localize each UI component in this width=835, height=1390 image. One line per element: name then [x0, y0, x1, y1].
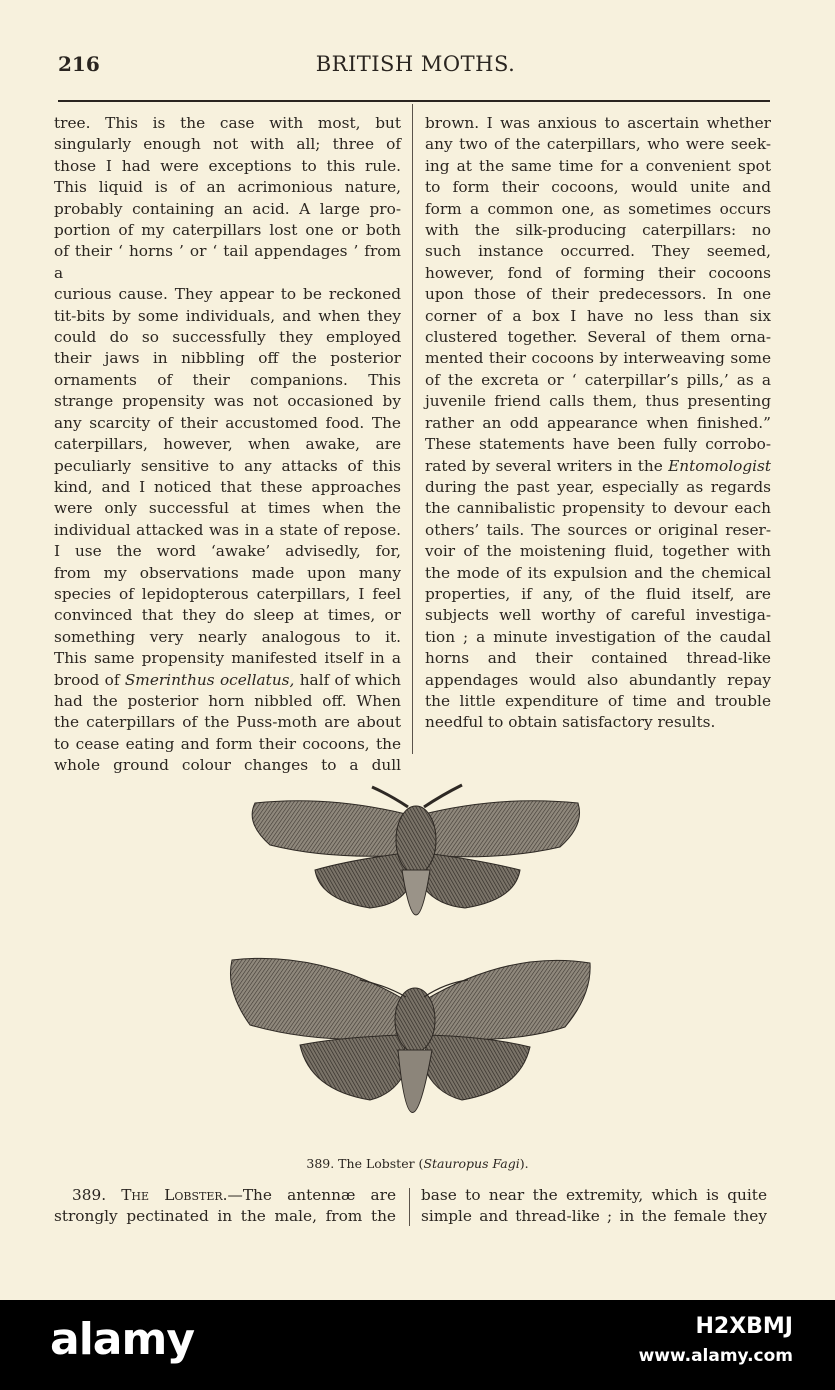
text-line: rather an odd appearance when finished.” [425, 413, 771, 432]
section-first-line: 389. The Lobster.—The antennæ are [54, 1185, 396, 1206]
text-line: any scarcity of their accustomed food. The [54, 413, 401, 432]
text-line: simple and thread-like ; in the female they [421, 1207, 767, 1226]
text-line: corner of a box I have no less than six [425, 306, 771, 325]
text-line: their jaws in nibbling off the posterior [54, 349, 401, 368]
text-line: the caterpillars of the Puss-moth are about [54, 713, 401, 732]
female-moth-drawing [230, 958, 590, 1112]
text-line: strongly pectinated in the male, from the [54, 1207, 396, 1226]
text-line: horns and their contained thread-like [425, 649, 771, 668]
text-line: however, fond of forming their cocoons [425, 263, 771, 282]
text-line: peculiarly sensitive to any attacks of this [54, 456, 401, 475]
text-line: the little expenditure of time and trouble [425, 691, 771, 710]
text-line: to cease eating and form their cocoons, the [54, 734, 401, 753]
text-line: caterpillars, however, when awake, are [54, 435, 401, 454]
text-line: I use the word ‘awake’ advisedly, for, [54, 542, 401, 561]
column-divider [409, 1188, 410, 1226]
text-line: individual attacked was in a state of repose. [54, 520, 401, 539]
text-line: clustered together. Several of them orna- [425, 328, 771, 347]
text-line: rated by several writers in the Entomologist [425, 456, 771, 475]
text-line: tion ; a minute investigation of the caudal [425, 627, 771, 646]
text-line: with the silk-producing caterpillars: no [425, 221, 771, 240]
text-line: could do so successfully they employed [54, 328, 401, 347]
text-line: had the posterior horn nibbled off. When [54, 691, 401, 710]
watermark-url: www.alamy.com [638, 1346, 793, 1366]
text-line: ing at the same time for a convenient spot [425, 156, 771, 175]
text-line: This liquid is of an acrimonious nature, [54, 178, 401, 197]
text-line: were only successful at times when the [54, 499, 401, 518]
text-line: such instance occurred. They seemed, [425, 242, 771, 261]
male-moth-drawing [252, 785, 579, 915]
text-line: voir of the moistening fluid, together with [425, 542, 771, 561]
right-column [425, 113, 771, 734]
text-line: to form their cocoons, would unite and [425, 178, 771, 197]
text-line: whole ground colour changes to a dull [54, 756, 401, 775]
text-line: ornaments of their companions. This [54, 370, 401, 389]
running-head: BRITISH MOTHS. [315, 52, 516, 76]
text-line: convinced that they do sleep at times, or [54, 606, 401, 625]
moth-illustration [210, 775, 630, 1155]
text-line: base to near the extremity, which is quite [421, 1186, 767, 1204]
text-line: something very nearly analogous to it. [54, 627, 401, 646]
text-line: from my observations made upon many [54, 563, 401, 582]
alamy-logo: alamy [50, 1314, 194, 1365]
text-line: mented their cocoons by interweaving some [425, 349, 771, 368]
text-line: any two of the caterpillars, who were seek- [425, 135, 771, 154]
figure-caption: 389. The Lobster (Stauropus Fagi). [306, 1156, 529, 1171]
section-heading: The Lobster. [121, 1186, 228, 1204]
text-line: the mode of its expulsion and the chemical [425, 563, 771, 582]
section-number: 389. [72, 1186, 107, 1204]
text-line: those I had were exceptions to this rule. [54, 156, 401, 175]
text-line: juvenile friend calls them, thus presenting [425, 392, 771, 411]
text-line: others’ tails. The sources or original reser- [425, 520, 771, 539]
page-header [58, 52, 773, 84]
left-column [54, 113, 401, 777]
journal-name: Entomologist [668, 456, 771, 475]
text-line: brown. I was anxious to ascertain whether [425, 114, 771, 132]
text-line: the cannibalistic propensity to devour each [425, 499, 771, 518]
header-rule [58, 100, 770, 102]
text-line: form a common one, as sometimes occurs [425, 199, 771, 218]
caption-species: Stauropus Fagi [423, 1156, 520, 1171]
text-line: needful to obtain satisfactory results. [425, 713, 716, 732]
text-line: brood of Smerinthus ocellatus, half of which [54, 670, 401, 689]
text-line: tit-bits by some individuals, and when they [54, 306, 401, 325]
watermark-banner [0, 1300, 835, 1390]
text-line: subjects well worthy of careful investiga- [425, 606, 771, 625]
text-line: curious cause. They appear to be reckoned [54, 285, 401, 304]
text-line: kind, and I noticed that these approaches [54, 477, 401, 496]
text-line: These statements have been fully corrobo- [425, 435, 771, 454]
section-left-column [54, 1185, 396, 1228]
text-line: portion of my caterpillars lost one or both [54, 221, 401, 240]
text-line: This same propensity manifested itself in a [54, 649, 401, 668]
text-line: appendages would also abundantly repay [425, 670, 771, 689]
text-line: during the past year, especially as regards [425, 477, 771, 496]
section-right-column [421, 1185, 767, 1228]
column-divider [412, 104, 413, 754]
species-name: Smerinthus ocellatus, [124, 670, 295, 689]
text-line: of their ‘ horns ’ or ‘ tail appendages ’ from a [54, 242, 401, 282]
text-line: singularly enough not with all; three of [54, 135, 401, 154]
image-id: H2XBMJ [695, 1314, 793, 1339]
page-number: 216 [58, 52, 100, 76]
text-line: of the excreta or ‘ caterpillar’s pills,’ as a [425, 370, 771, 389]
text-line: probably containing an acid. A large pro- [54, 199, 401, 218]
text-line: strange propensity was not occasioned by [54, 392, 401, 411]
text-line: upon those of their predecessors. In one [425, 285, 771, 304]
text-line: tree. This is the case with most, but [54, 114, 401, 132]
text-line: properties, if any, of the fluid itself, are [425, 584, 771, 603]
text-line: species of lepidopterous caterpillars, I feel [54, 584, 401, 603]
